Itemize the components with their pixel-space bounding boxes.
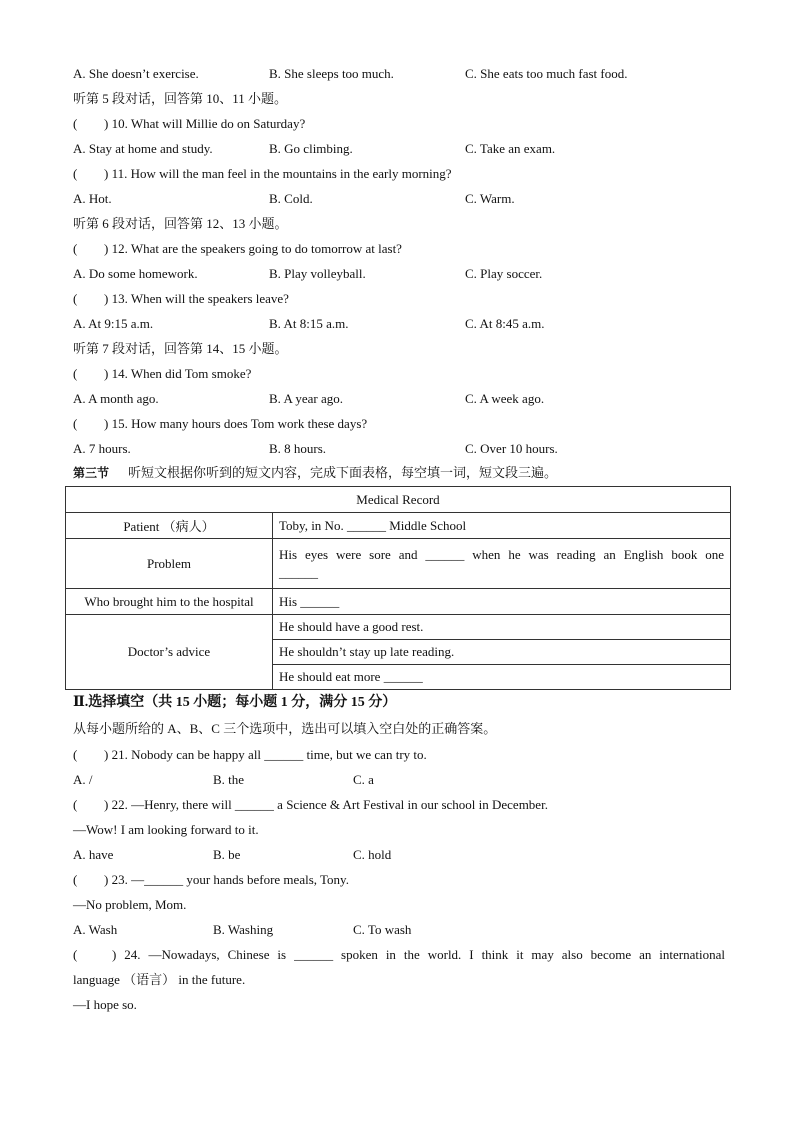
q13-question: ) 13. When will the speakers leave? bbox=[104, 291, 289, 306]
q15-option-b: B. 8 hours. bbox=[269, 441, 327, 456]
q14-question: ) 14. When did Tom smoke? bbox=[104, 366, 252, 381]
patient-label: Patient （病人） bbox=[66, 513, 273, 539]
advice-3: He should eat more ______ bbox=[273, 665, 731, 690]
q24-question-line-1: ) 24. —Nowadays, Chinese is ______ spoken in the world. I think it may also become an international bbox=[112, 947, 725, 962]
q22-option-b: B. be bbox=[213, 847, 241, 862]
q11-option-c: C. Warm. bbox=[465, 191, 515, 206]
dialog-6-instruction: 听第 6 段对话，回答第 12、13 小题。 bbox=[73, 216, 288, 231]
q13-paren: ( bbox=[73, 291, 78, 306]
q12-option-b: B. Play volleyball. bbox=[269, 266, 366, 281]
section-3-instruction: 听短文根据你听到的短文内容，完成下面表格，每空填一词，短文段三遍。 bbox=[128, 465, 558, 480]
hospital-label: Who brought him to the hospital bbox=[66, 589, 273, 615]
q10-paren: ( bbox=[73, 116, 78, 131]
problem-line-1: His eyes were sore and ______ when he was reading an English book one bbox=[279, 546, 724, 562]
q11-option-a: A. Hot. bbox=[73, 191, 112, 206]
q21-question: ) 21. Nobody can be happy all ______ time, but we can try to. bbox=[104, 747, 427, 762]
q11-paren: ( bbox=[73, 166, 78, 181]
q24-reply: —I hope so. bbox=[73, 997, 137, 1012]
q23-question: ) 23. —______ your hands before meals, Tony. bbox=[104, 872, 349, 887]
problem-label: Problem bbox=[66, 539, 273, 589]
q24-paren: ( bbox=[73, 947, 78, 962]
q24-question-line-2: language （语言） in the future. bbox=[73, 972, 246, 987]
q22-paren: ( bbox=[73, 797, 78, 812]
q11-question: ) 11. How will the man feel in the mountains in the early morning? bbox=[104, 166, 452, 181]
q10-option-a: A. Stay at home and study. bbox=[73, 141, 213, 156]
q12-option-c: C. Play soccer. bbox=[465, 266, 543, 281]
patient-value: Toby, in No. ______ Middle School bbox=[273, 513, 731, 539]
q14-option-c: C. A week ago. bbox=[465, 391, 545, 406]
medical-record-table bbox=[65, 486, 731, 690]
table-title: Medical Record bbox=[66, 487, 731, 513]
dialog-7-instruction: 听第 7 段对话，回答第 14、15 小题。 bbox=[73, 341, 288, 356]
q15-option-c: C. Over 10 hours. bbox=[465, 441, 558, 456]
q10-option-b: B. Go climbing. bbox=[269, 141, 353, 156]
q22-question: ) 22. —Henry, there will ______ a Science & Art Festival in our school in December. bbox=[104, 797, 548, 812]
q11-option-b: B. Cold. bbox=[269, 191, 313, 206]
advice-1: He should have a good rest. bbox=[273, 615, 731, 640]
q15-question: ) 15. How many hours does Tom work these days? bbox=[104, 416, 368, 431]
q22-option-a: A. have bbox=[73, 847, 114, 862]
advice-label: Doctor’s advice bbox=[66, 615, 273, 690]
q21-paren: ( bbox=[73, 747, 78, 762]
q21-option-b: B. the bbox=[213, 772, 245, 787]
q23-option-a: A. Wash bbox=[73, 922, 118, 937]
q22-reply: —Wow! I am looking forward to it. bbox=[73, 822, 259, 837]
q14-paren: ( bbox=[73, 366, 78, 381]
hospital-value: His ______ bbox=[273, 589, 731, 615]
dialog-5-instruction: 听第 5 段对话，回答第 10、11 小题。 bbox=[73, 91, 288, 106]
q13-option-a: A. At 9:15 a.m. bbox=[73, 316, 154, 331]
q12-option-a: A. Do some homework. bbox=[73, 266, 198, 281]
q21-option-c: C. a bbox=[353, 772, 374, 787]
q13-option-c: C. At 8:45 a.m. bbox=[465, 316, 545, 331]
q14-option-a: A. A month ago. bbox=[73, 391, 159, 406]
problem-line-2: ______ bbox=[279, 564, 318, 580]
q23-option-b: B. Washing bbox=[213, 922, 274, 937]
q23-reply: —No problem, Mom. bbox=[73, 897, 187, 912]
q12-paren: ( bbox=[73, 241, 78, 256]
part-2-heading: Ⅱ.选择填空（共 15 小题；每小题 1 分，满分 15 分） bbox=[73, 695, 397, 710]
q10-option-c: C. Take an exam. bbox=[465, 141, 556, 156]
q14-option-b: B. A year ago. bbox=[269, 391, 344, 406]
q15-paren: ( bbox=[73, 416, 78, 431]
part-2-instruction: 从每小题所给的 A、B、C 三个选项中，选出可以填入空白处的正确答案。 bbox=[73, 721, 497, 736]
q12-question: ) 12. What are the speakers going to do tomorrow at last? bbox=[104, 241, 402, 256]
q10-question: ) 10. What will Millie do on Saturday? bbox=[104, 116, 306, 131]
q15-option-a: A. 7 hours. bbox=[73, 441, 131, 456]
q22-option-c: C. hold bbox=[353, 847, 392, 862]
q9-option-c: C. She eats too much fast food. bbox=[465, 66, 628, 81]
problem-value bbox=[273, 539, 731, 589]
section-3-label: 第三节 bbox=[73, 466, 110, 480]
q23-option-c: C. To wash bbox=[353, 922, 412, 937]
q9-option-b: B. She sleeps too much. bbox=[269, 66, 394, 81]
q9-option-a: A. She doesn’t exercise. bbox=[73, 66, 199, 81]
q23-paren: ( bbox=[73, 872, 78, 887]
q13-option-b: B. At 8:15 a.m. bbox=[269, 316, 349, 331]
q21-option-a: A. / bbox=[73, 772, 93, 787]
advice-2: He shouldn’t stay up late reading. bbox=[273, 640, 731, 665]
